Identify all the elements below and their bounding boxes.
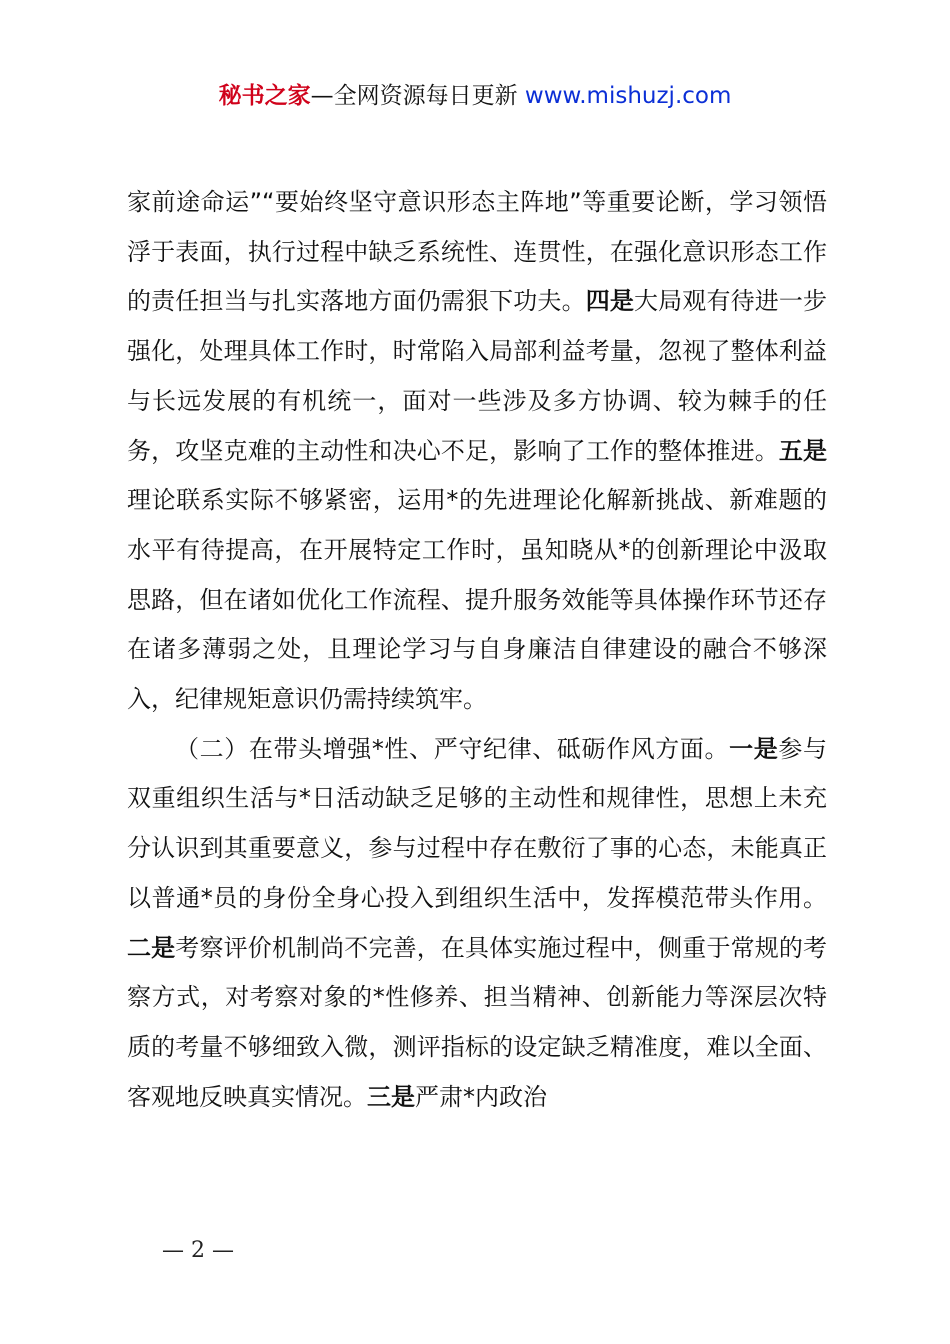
bold-lead: 三是 bbox=[367, 1082, 415, 1111]
text-run: 考察评价机制尚不完善，在具体实施过程中，侧重于常规的考察方式，对考察对象的*性修养、担当精神、创新能力等深层次特质的考量不够细致入微，测评指标的设定缺乏精准度，难以全面、客观地反映真实情况。 bbox=[127, 933, 828, 1111]
site-url-link[interactable]: www.mishuzj.com bbox=[524, 83, 732, 109]
text-run: 大局观有待进一步强化，处理具体工作时，时常陷入局部利益考量，忽视了整体利益与长远发展的有机统一，面对一些涉及多方协调、较为棘手的任务，攻坚克难的主动性和决心不足，影响了工作的整体推进。 bbox=[127, 287, 828, 465]
text-run: 参与双重组织生活与*日活动缺乏足够的主动性和规律性，思想上未充分认识到其重要意义，参与过程中存在敷衍了事的心态，未能真正以普通*员的身份全身心投入到组织生活中，发挥模范带头作用。 bbox=[127, 734, 828, 912]
site-name: 秘书之家 bbox=[218, 83, 311, 109]
text-run: 理论联系实际不够紧密，运用*的先进理论化解新挑战、新难题的水平有待提高，在开展特定工作时，虽知晓从*的创新理论中汲取思路，但在诸如优化工作流程、提升服务效能等具体操作环节还存在诸多薄弱之处，且理论学习与自身廉洁自律建设的融合不够深入，纪律规矩意识仍需持续筑牢。 bbox=[127, 486, 827, 714]
bold-lead: 一是 bbox=[729, 734, 779, 763]
text-run: 家前途命运”“要始终坚守意识形态主阵地”等重要论断，学习领悟浮于表面，执行过程中缺乏系统性、连贯性，在强化意识形态工作的责任担当与扎实落地方面仍需狠下功夫。 bbox=[127, 188, 827, 316]
bold-lead: 五是 bbox=[778, 436, 828, 465]
section-heading: （二）在带头增强*性、严守纪律、砥砺作风方面。 bbox=[175, 734, 730, 763]
bold-lead: 二是 bbox=[127, 933, 176, 962]
text-run: 严肃*内政治 bbox=[415, 1082, 547, 1111]
document-body bbox=[127, 178, 827, 1122]
site-tagline: —全网资源每日更新 bbox=[310, 83, 518, 109]
site-header bbox=[0, 80, 950, 112]
paragraph bbox=[127, 178, 827, 725]
page-number: — 2 — bbox=[162, 1238, 234, 1263]
paragraph bbox=[127, 725, 827, 1123]
bold-lead: 四是 bbox=[585, 287, 635, 316]
